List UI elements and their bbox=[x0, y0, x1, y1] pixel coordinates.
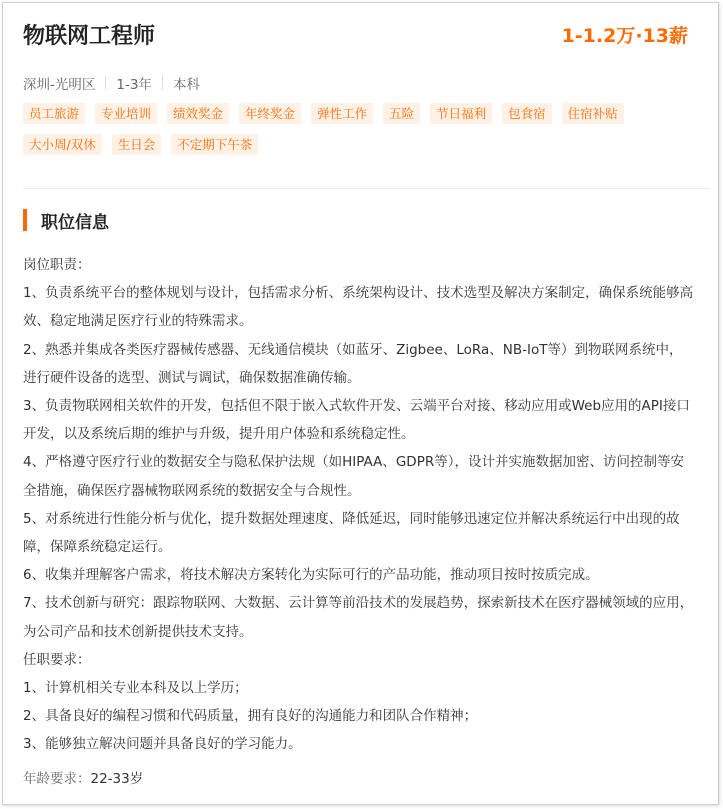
benefit-tag: 年终奖金 bbox=[239, 103, 301, 124]
section-accent-bar bbox=[23, 209, 27, 231]
benefit-tag: 节日福利 bbox=[430, 103, 492, 124]
description-line: 任职要求： bbox=[23, 651, 91, 668]
description-line: 5、对系统进行性能分析与优化，提升数据处理速度、降低延迟，同时能够迅速定位并解决系统运行中出现的故障，保障系统稳定运行。 bbox=[23, 510, 680, 556]
education-text: 本科 bbox=[172, 77, 200, 93]
description-line: 2、熟悉并集成各类医疗器械传感器、无线通信模块（如蓝牙、Zigbee、LoRa、NB-IoT等）到物联网系统中，进行硬件设备的选型、测试与调试，确保数据准确传输。 bbox=[23, 341, 683, 386]
description-line: 岗位职责： bbox=[23, 257, 91, 273]
section-title: 职位信息 bbox=[41, 212, 109, 233]
age-requirement bbox=[23, 767, 143, 787]
location-text: 深圳-光明区 bbox=[23, 77, 96, 93]
benefit-tag: 员工旅游 bbox=[23, 103, 85, 124]
benefit-tag: 专业培训 bbox=[95, 103, 157, 124]
benefit-tag: 绩效奖金 bbox=[167, 103, 229, 124]
benefit-tag: 生日会 bbox=[112, 134, 162, 155]
job-title: 物联网工程师 bbox=[23, 24, 156, 49]
benefit-tag: 包食宿 bbox=[502, 103, 552, 124]
section-header bbox=[23, 209, 109, 231]
job-description bbox=[23, 251, 695, 759]
description-line: 4、严格遵守医疗行业的数据安全与隐私保护法规（如HIPAA、GDPR等），设计并实施数据加密、访问控制等安全措施，确保医疗器械物联网系统的数据安全与合规性。 bbox=[23, 454, 684, 499]
header-divider bbox=[23, 188, 710, 189]
salary-label: 1-1.2万·13薪 bbox=[561, 25, 688, 47]
benefit-tag: 弹性工作 bbox=[311, 103, 373, 124]
benefit-tag: 不定期下午茶 bbox=[171, 134, 258, 155]
age-value: 22-33岁 bbox=[90, 771, 144, 787]
description-line: 1、负责系统平台的整体规划与设计，包括需求分析、系统架构设计、技术选型及解决方案制定，确保系统能够高效、稳定地满足医疗行业的特殊需求。 bbox=[23, 285, 694, 330]
description-line: 3、负责物联网相关软件的开发，包括但不限于嵌入式软件开发、云端平台对接、移动应用或Web应用的API接口开发，以及系统后期的维护与升级，提升用户体验和系统稳定性。 bbox=[23, 398, 690, 443]
meta-divider bbox=[162, 76, 163, 90]
description-line: 6、收集并理解客户需求，将技术解决方案转化为实际可行的产品功能，推动项目按时按质完成。 bbox=[23, 567, 599, 584]
benefit-tag: 住宿补贴 bbox=[562, 103, 624, 124]
benefit-tags bbox=[23, 103, 693, 165]
benefit-tag: 大小周/双休 bbox=[23, 134, 102, 155]
description-line: 3、能够独立解决问题并具备良好的学习能力。 bbox=[23, 736, 302, 753]
description-line: 1、计算机相关专业本科及以上学历； bbox=[23, 680, 248, 697]
experience-text: 1-3年 bbox=[116, 77, 152, 93]
job-detail-card bbox=[2, 2, 719, 805]
description-line: 2、具备良好的编程习惯和代码质量，拥有良好的沟通能力和团队合作精神； bbox=[23, 708, 478, 725]
job-meta bbox=[23, 73, 200, 93]
description-line: 7、技术创新与研究：跟踪物联网、大数据、云计算等前沿技术的发展趋势，探索新技术在医疗器械领域的应用，为公司产品和技术创新提供技术支持。 bbox=[23, 595, 694, 640]
meta-divider bbox=[105, 76, 106, 90]
benefit-tag: 五险 bbox=[383, 103, 420, 124]
age-label: 年龄要求： bbox=[23, 771, 91, 787]
